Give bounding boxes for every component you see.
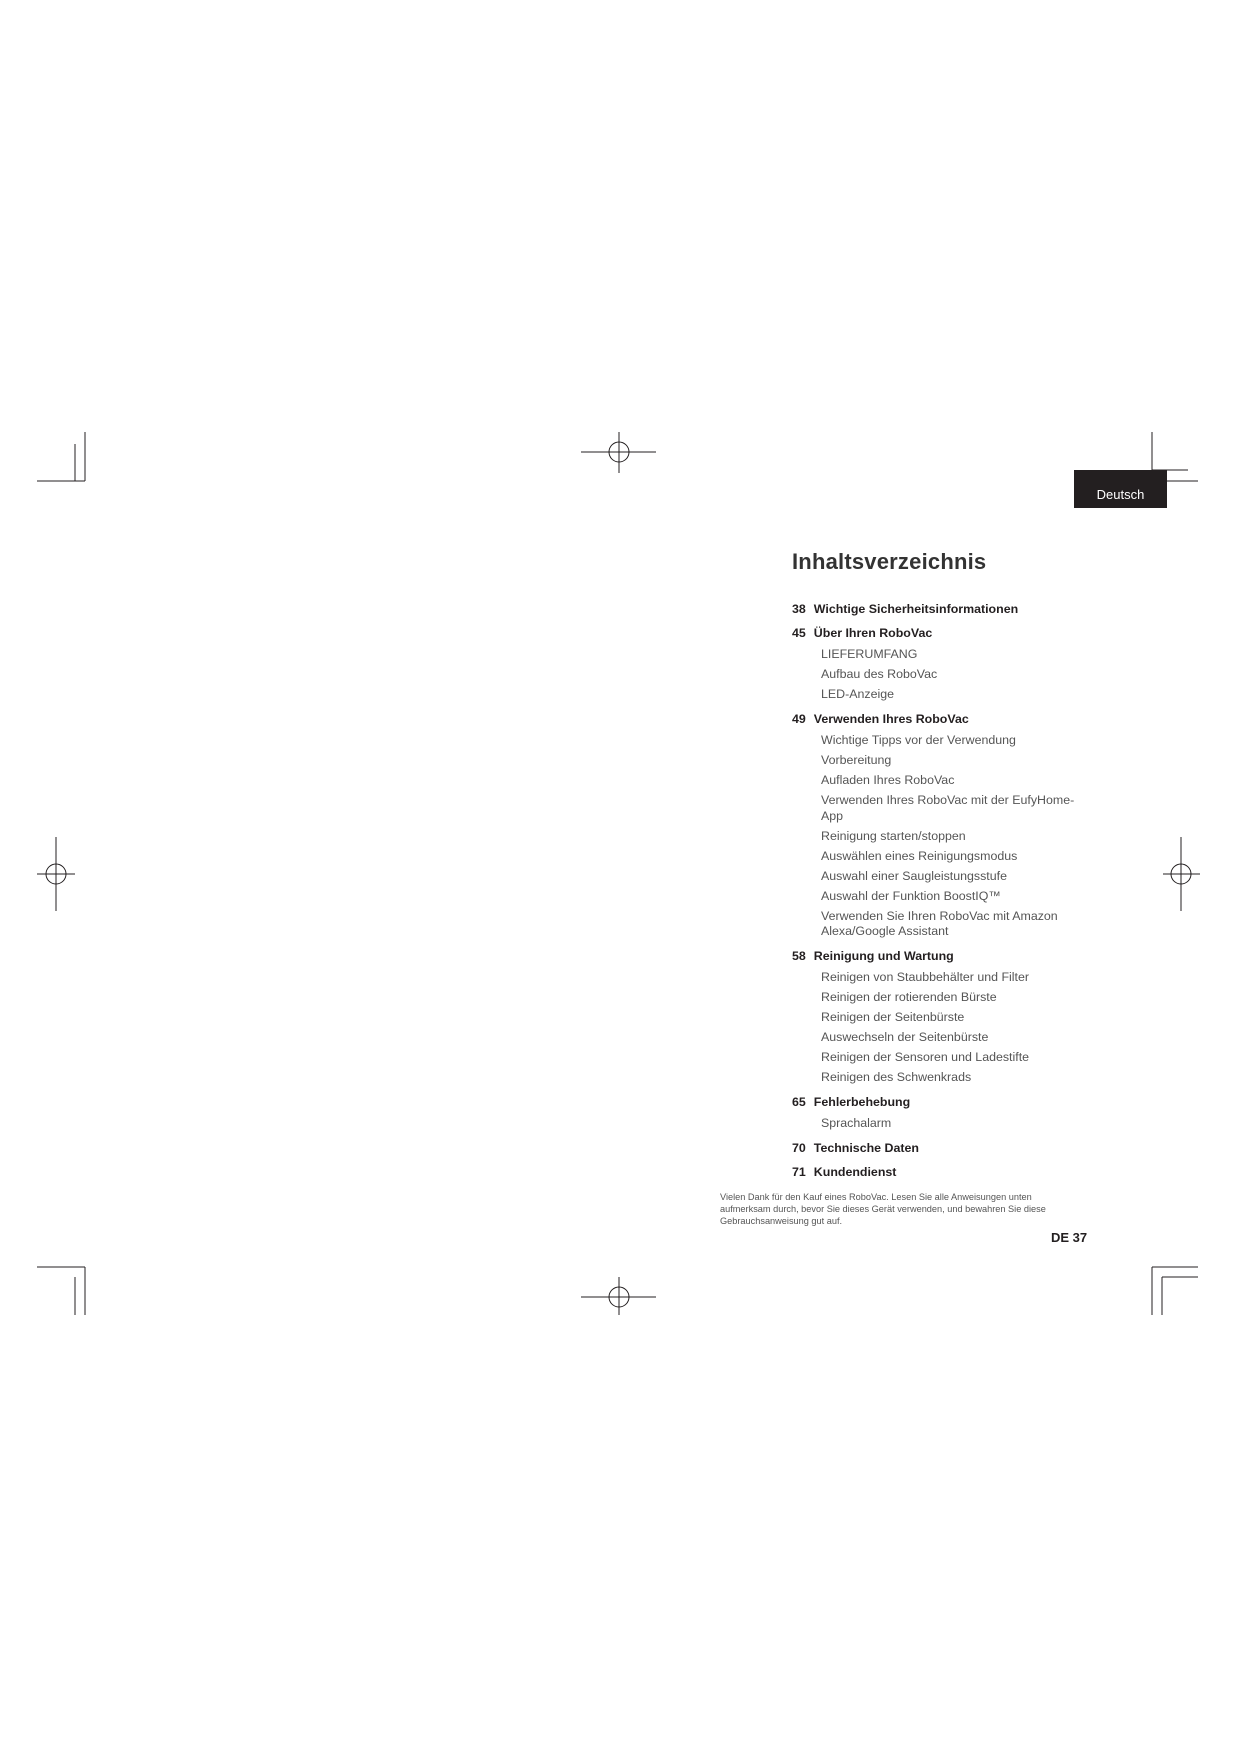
toc-page-number: 38 — [792, 602, 806, 616]
intro-text: Vielen Dank für den Kauf eines RoboVac. Lesen Sie alle Anweisungen unten aufmerksam durch, bevor Sie dieses Gerät verwenden, und bewahren Sie diese Gebrauchsanweisung gut auf. — [720, 1192, 1046, 1226]
toc-subsection[interactable]: Auswahl der Funktion BoostIQ™ — [821, 888, 1001, 903]
toc-section-title: Über Ihren RoboVac — [813, 626, 933, 640]
toc-page-number: 71 — [792, 1165, 806, 1179]
page-number: DE 37 — [1051, 1230, 1088, 1245]
toc-subsection[interactable]: Reinigen der Seitenbürste — [821, 1010, 965, 1024]
toc-subsection[interactable]: Auswechseln der Seitenbürste — [821, 1030, 989, 1044]
toc-section — [792, 1136, 1092, 1160]
toc-section-heading[interactable] — [792, 944, 1092, 968]
toc-subsection[interactable]: Auswahl einer Saugleistungsstufe — [821, 868, 1007, 883]
toc-section — [792, 944, 1092, 1086]
toc-section — [792, 1160, 1092, 1184]
language-tab-label: Deutsch — [1096, 487, 1145, 502]
toc-page-number: 70 — [792, 1141, 806, 1155]
toc-section-title: Technische Daten — [813, 1141, 919, 1155]
toc-subsection[interactable]: Vorbereitung — [821, 753, 892, 767]
toc-subsection[interactable]: Wichtige Tipps vor der Verwendung — [821, 733, 1016, 747]
toc-section-heading[interactable] — [792, 707, 1092, 731]
toc-section-heading[interactable] — [792, 621, 1092, 645]
toc-section-title: Reinigung und Wartung — [813, 949, 954, 963]
toc-subsection[interactable]: LIEFERUMFANG — [821, 647, 918, 661]
toc-subsection[interactable]: LED-Anzeige — [821, 687, 895, 701]
registration-mark-right — [1163, 837, 1200, 911]
toc-section-heading[interactable] — [792, 1136, 1092, 1160]
toc-section-title: Fehlerbehebung — [813, 1095, 911, 1109]
toc-subsection[interactable]: Aufladen Ihres RoboVac — [821, 773, 955, 787]
toc-section — [792, 597, 1092, 621]
toc-subsection[interactable]: Sprachalarm — [821, 1116, 892, 1130]
toc-subsection[interactable]: Verwenden Ihres RoboVac mit der EufyHome-App — [821, 793, 1075, 823]
toc-subsection[interactable]: Reinigen der Sensoren und Ladestifte — [821, 1050, 1030, 1064]
toc-section — [792, 621, 1092, 703]
toc-page-number: 45 — [792, 626, 806, 640]
toc-page-number: 58 — [792, 949, 806, 963]
registration-mark-left — [37, 837, 75, 911]
crop-mark-bottom-right — [1152, 1267, 1198, 1315]
toc-subsection[interactable]: Reinigen des Schwenkrads — [821, 1070, 972, 1084]
toc-subsection[interactable]: Reinigen der rotierenden Bürste — [821, 990, 997, 1004]
toc-section-title: Kundendienst — [813, 1165, 897, 1179]
toc-subsection[interactable]: Verwenden Sie Ihren RoboVac mit Amazon Alexa/Google Assistant — [821, 908, 1058, 938]
page-title: Inhaltsverzeichnis — [792, 549, 987, 574]
toc-section-heading[interactable] — [792, 1090, 1092, 1114]
toc-page-number: 65 — [792, 1095, 806, 1109]
toc-subsection[interactable]: Auswählen eines Reinigungsmodus — [821, 848, 1018, 863]
registration-mark-bottom — [581, 1277, 656, 1315]
toc-page-number: 49 — [792, 712, 806, 726]
language-tab — [1074, 470, 1167, 508]
toc-section-title: Verwenden Ihres RoboVac — [813, 712, 969, 726]
toc-section-heading[interactable] — [792, 1160, 1092, 1184]
toc-section — [792, 707, 1092, 940]
toc-subsection[interactable]: Aufbau des RoboVac — [821, 667, 938, 681]
toc-subsection[interactable]: Reinigung starten/stoppen — [821, 828, 966, 843]
crop-mark-bottom-left — [37, 1267, 85, 1315]
toc-subsection[interactable]: Reinigen von Staubbehälter und Filter — [821, 970, 1030, 984]
toc-section — [792, 1090, 1092, 1132]
crop-mark-top-left — [37, 432, 85, 481]
registration-mark-top — [581, 432, 656, 473]
table-of-contents — [792, 597, 1092, 1184]
toc-section-heading[interactable] — [792, 597, 1092, 621]
toc-section-title: Wichtige Sicherheitsinformationen — [813, 602, 1019, 616]
